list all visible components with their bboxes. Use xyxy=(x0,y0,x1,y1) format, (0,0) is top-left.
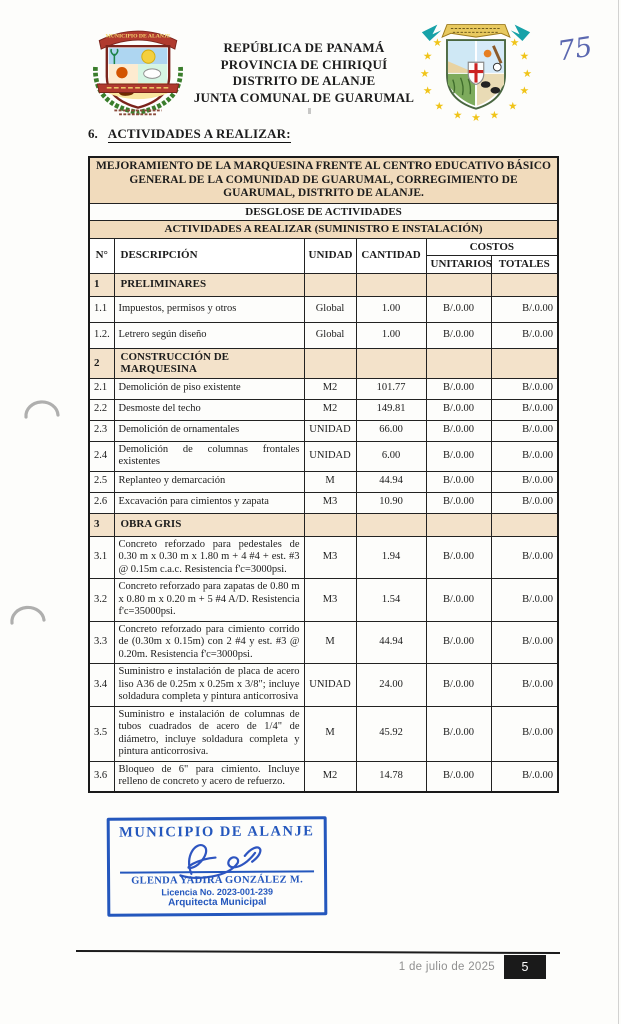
cell-quantity xyxy=(356,273,426,296)
cell-quantity: 14.78 xyxy=(356,761,426,792)
cell-description: Desmoste del techo xyxy=(114,399,304,420)
cell-num: 1.2. xyxy=(89,322,114,348)
svg-text:★: ★ xyxy=(507,99,518,113)
cell-unit xyxy=(304,513,356,536)
cell-description: Concreto reforzado para cimiento corrido de (0.30m x 0.15m) con 2 #4 y est. #3 @ 0.20m. Resistencia f'c=3000psi. xyxy=(114,621,304,664)
item-row xyxy=(89,296,558,322)
stamp-org-name: MUNICIPIO DE ALANJE xyxy=(119,823,315,841)
section-heading-title: ACTIVIDADES A REALIZAR: xyxy=(107,126,291,141)
item-row xyxy=(89,322,558,348)
subtitle-desglose: DESGLOSE DE ACTIVIDADES xyxy=(89,203,558,221)
cell-quantity xyxy=(356,348,426,378)
header-line-distrito: DISTRITO DE ALANJE xyxy=(232,73,376,88)
cell-quantity: 6.00 xyxy=(356,441,426,471)
cell-quantity: 66.00 xyxy=(356,420,426,441)
footer-rule xyxy=(76,950,560,954)
header-line-junta: JUNTA COMUNAL DE GUARUMAL xyxy=(193,89,415,105)
subtitle-row-actividades xyxy=(89,221,558,239)
section-row xyxy=(89,513,558,536)
cell-quantity: 1.94 xyxy=(356,536,426,579)
cell-quantity: 10.90 xyxy=(356,492,426,513)
cell-unit-cost: B/.0.00 xyxy=(426,399,491,420)
cell-total-cost: B/.0.00 xyxy=(491,492,558,513)
cell-unit xyxy=(304,273,356,296)
cell-unit: Global xyxy=(304,322,356,348)
project-title-row xyxy=(89,157,558,203)
cell-unit-cost: B/.0.00 xyxy=(426,296,491,322)
cell-unit: UNIDAD xyxy=(304,441,356,471)
cell-total-cost: B/.0.00 xyxy=(491,706,558,761)
item-row xyxy=(89,378,558,399)
cell-total-cost xyxy=(491,348,558,378)
cell-description: Suministro e instalación de placa de acero liso A36 de 0.25m x 0.25m x 3/8"; incluye soldadura completa y pintura anticorrosiva xyxy=(114,664,304,707)
cell-total-cost: B/.0.00 xyxy=(491,378,558,399)
svg-text:★: ★ xyxy=(509,35,520,49)
svg-text:★: ★ xyxy=(522,66,532,80)
scan-edge-line xyxy=(618,0,619,1024)
section-row xyxy=(89,273,558,296)
cell-unit-cost: B/.0.00 xyxy=(426,761,491,792)
cell-quantity: 45.92 xyxy=(356,706,426,761)
cell-unit xyxy=(304,348,356,378)
cell-unit: M2 xyxy=(304,399,356,420)
subtitle-actividades: ACTIVIDADES A REALIZAR (SUMINISTRO E INSTALACIÓN) xyxy=(89,221,558,239)
cell-quantity: 101.77 xyxy=(356,378,426,399)
cell-unit-cost xyxy=(426,273,491,296)
cell-num: 3.1 xyxy=(89,536,114,579)
cell-unit-cost xyxy=(426,348,491,378)
cell-description: Demolición de piso existente xyxy=(114,378,304,399)
subtitle-row-desglose xyxy=(89,203,558,221)
svg-text:★: ★ xyxy=(434,99,445,113)
col-header-costs: COSTOS xyxy=(426,238,558,256)
page-number-badge: 5 xyxy=(504,955,546,979)
svg-text:★: ★ xyxy=(519,49,530,63)
cell-unit: UNIDAD xyxy=(304,664,356,707)
stamp-role: Arquitecta Municipal xyxy=(168,896,267,909)
cell-unit: Global xyxy=(304,296,356,322)
cell-unit-cost: B/.0.00 xyxy=(426,441,491,471)
cell-total-cost: B/.0.00 xyxy=(491,296,558,322)
cell-description: Excavación para cimientos y zapata xyxy=(114,492,304,513)
junta-comunal-de-guarumal-seal xyxy=(418,16,534,124)
item-row xyxy=(89,441,558,471)
cell-unit-cost xyxy=(426,513,491,536)
cell-unit: M xyxy=(304,621,356,664)
cell-total-cost: B/.0.00 xyxy=(491,420,558,441)
col-header-qty: CANTIDAD xyxy=(356,238,426,273)
svg-text:★: ★ xyxy=(519,84,530,98)
cell-unit-cost: B/.0.00 xyxy=(426,664,491,707)
cell-total-cost: B/.0.00 xyxy=(491,761,558,792)
item-row xyxy=(89,492,558,513)
cell-quantity: 1.00 xyxy=(356,322,426,348)
col-header-total: TOTALES xyxy=(491,256,558,274)
cell-description: Letrero según diseño xyxy=(114,322,304,348)
cell-num: 2.4 xyxy=(89,441,114,471)
cell-num: 2.5 xyxy=(89,471,114,492)
col-header-desc: DESCRIPCIÓN xyxy=(114,238,304,273)
item-row xyxy=(89,706,558,761)
cell-unit: M3 xyxy=(304,536,356,579)
section-heading-number: 6. xyxy=(88,126,98,141)
cell-num: 3.3 xyxy=(89,621,114,664)
cell-quantity: 44.94 xyxy=(356,471,426,492)
cell-num: 3 xyxy=(89,513,114,536)
svg-text:★: ★ xyxy=(432,35,443,49)
item-row xyxy=(89,621,558,664)
cell-description: Concreto reforzado para pedestales de 0.30 m x 0.30 m x 1.80 m + 4 #4 + est. #3 @ 0.15m c.a.c. Resistencia f'c=3000psi. xyxy=(114,536,304,579)
cell-unit: M xyxy=(304,706,356,761)
cell-total-cost: B/.0.00 xyxy=(491,536,558,579)
cell-unit: M2 xyxy=(304,378,356,399)
item-row xyxy=(89,471,558,492)
cell-num: 1.1 xyxy=(89,296,114,322)
cell-quantity xyxy=(356,513,426,536)
cell-description: CONSTRUCCIÓN DE MARQUESINA xyxy=(114,348,304,378)
svg-text:★: ★ xyxy=(420,66,430,80)
svg-text:★: ★ xyxy=(471,111,481,124)
cell-num: 2.2 xyxy=(89,399,114,420)
col-header-unit: UNIDAD xyxy=(304,238,356,273)
handwritten-folio-number: 75 xyxy=(555,31,595,68)
cell-total-cost: B/.0.00 xyxy=(491,322,558,348)
stamp-person-name: GLENDA YADIRA GONZÁLEZ M. xyxy=(131,874,304,887)
cell-unit-cost: B/.0.00 xyxy=(426,579,491,622)
cell-total-cost xyxy=(491,513,558,536)
cell-description: Replanteo y demarcación xyxy=(114,471,304,492)
cell-unit-cost: B/.0.00 xyxy=(426,322,491,348)
footer-date: 1 de julio de 2025 xyxy=(398,961,495,973)
cell-unit-cost: B/.0.00 xyxy=(426,471,491,492)
item-row xyxy=(89,761,558,792)
item-row xyxy=(89,664,558,707)
item-row xyxy=(89,420,558,441)
cell-quantity: 24.00 xyxy=(356,664,426,707)
project-title: MEJORAMIENTO DE LA MARQUESINA FRENTE AL CENTRO EDUCATIVO BÁSICO GENERAL DE LA COMUNIDAD DE GUARUMAL, CORREGIMIENTO DE GUARUMAL, DISTRITO DE ALANJE. xyxy=(89,157,558,203)
header-line-republica: REPÚBLICA DE PANAMÁ xyxy=(223,40,385,55)
cell-unit-cost: B/.0.00 xyxy=(426,492,491,513)
cell-unit-cost: B/.0.00 xyxy=(426,621,491,664)
item-row xyxy=(89,579,558,622)
punch-hole-marks xyxy=(0,0,80,700)
header-title-block xyxy=(190,16,418,106)
cell-quantity: 44.94 xyxy=(356,621,426,664)
cell-description: Bloqueo de 6" para cimiento. Incluye relleno de concreto y acero de refuerzo. xyxy=(114,761,304,792)
cell-unit-cost: B/.0.00 xyxy=(426,378,491,399)
col-header-num: N° xyxy=(89,238,114,273)
cell-description: Demolición de columnas frontales existentes xyxy=(114,441,304,471)
cell-unit-cost: B/.0.00 xyxy=(426,420,491,441)
scan-noise-mark xyxy=(308,108,311,114)
cell-unit: M3 xyxy=(304,492,356,513)
svg-text:★: ★ xyxy=(422,49,433,63)
cell-description: Concreto reforzado para zapatas de 0.80 m x 0.80 m x 0.20 m + 5 #4 A/D. Resistencia f'c=35000psi. xyxy=(114,579,304,622)
municipio-de-alanje-seal xyxy=(86,16,190,118)
left-seal-ribbon-text: MUNICIPIO DE ALANJE xyxy=(105,33,171,40)
col-header-unit-cost: UNITARIOS xyxy=(426,256,491,274)
cell-total-cost: B/.0.00 xyxy=(491,579,558,622)
activities-tbody xyxy=(89,273,558,792)
section-row xyxy=(89,348,558,378)
cell-description: PRELIMINARES xyxy=(114,273,304,296)
cell-total-cost: B/.0.00 xyxy=(491,399,558,420)
cell-description: Suministro e instalación de columnas de tubos cuadrados de acero de 1/4" de diámetro, incluye soldadura completa y pintura anticorrosiva. xyxy=(114,706,304,761)
cell-description: OBRA GRIS xyxy=(114,513,304,536)
cell-quantity: 1.54 xyxy=(356,579,426,622)
cell-num: 1 xyxy=(89,273,114,296)
cell-description: Impuestos, permisos y otros xyxy=(114,296,304,322)
cell-unit: UNIDAD xyxy=(304,420,356,441)
cell-total-cost: B/.0.00 xyxy=(491,471,558,492)
svg-text:★: ★ xyxy=(452,108,463,122)
item-row xyxy=(89,536,558,579)
cell-num: 3.5 xyxy=(89,706,114,761)
column-header-row xyxy=(89,238,558,256)
cell-num: 2.6 xyxy=(89,492,114,513)
cell-total-cost: B/.0.00 xyxy=(491,664,558,707)
municipal-stamp xyxy=(107,816,328,917)
section-heading xyxy=(88,126,291,142)
cell-num: 2.3 xyxy=(89,420,114,441)
cell-quantity: 149.81 xyxy=(356,399,426,420)
cell-unit: M xyxy=(304,471,356,492)
cell-quantity: 1.00 xyxy=(356,296,426,322)
cell-unit: M3 xyxy=(304,579,356,622)
cell-total-cost: B/.0.00 xyxy=(491,441,558,471)
cell-unit-cost: B/.0.00 xyxy=(426,706,491,761)
item-row xyxy=(89,399,558,420)
svg-text:★: ★ xyxy=(489,108,500,122)
cell-num: 3.2 xyxy=(89,579,114,622)
cell-num: 2 xyxy=(89,348,114,378)
stamp-license: Licencia No. 2023-001-239 xyxy=(161,886,273,898)
cell-unit: M2 xyxy=(304,761,356,792)
cell-total-cost xyxy=(491,273,558,296)
cell-num: 2.1 xyxy=(89,378,114,399)
cell-num: 3.6 xyxy=(89,761,114,792)
activities-table xyxy=(88,156,559,793)
cell-num: 3.4 xyxy=(89,664,114,707)
cell-unit-cost: B/.0.00 xyxy=(426,536,491,579)
svg-text:★: ★ xyxy=(422,84,433,98)
header-line-provincia: PROVINCIA DE CHIRIQUÍ xyxy=(220,56,388,72)
cell-total-cost: B/.0.00 xyxy=(491,621,558,664)
cell-description: Demolición de ornamentales xyxy=(114,420,304,441)
